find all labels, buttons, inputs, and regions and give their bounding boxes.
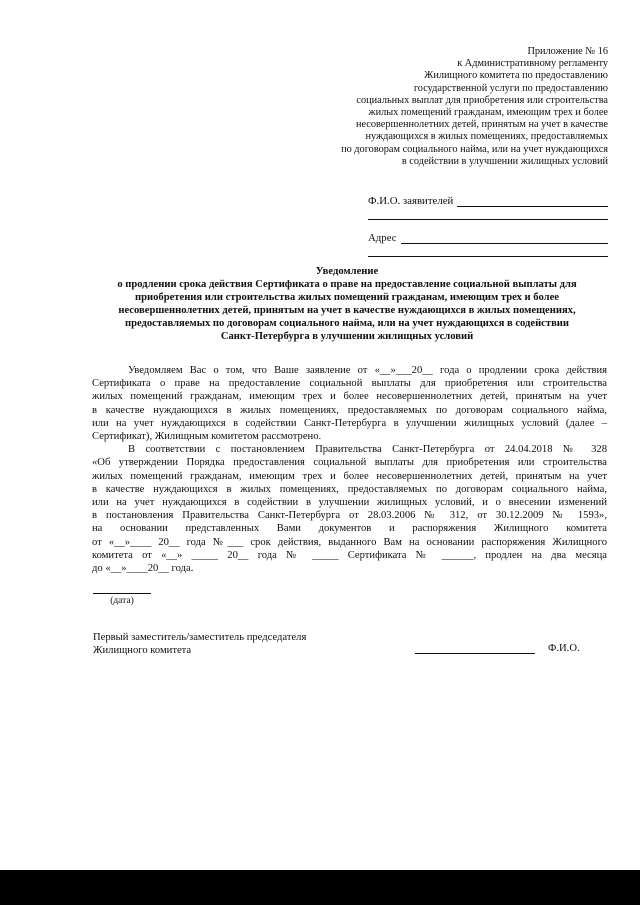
notice-heading: Уведомление: [315, 266, 379, 277]
header-line: к Административному регламенту: [457, 58, 608, 70]
header-line: в содействии в улучшении жилищных условий: [401, 155, 608, 167]
address-label: Адрес: [368, 232, 397, 244]
body-line: Сертификата о праве на предоставление социальной выплаты для приобретения или строительства: [92, 378, 607, 390]
header-line: нуждающихся в жилых помещениях, предоставляемых: [365, 131, 608, 143]
body-line: жилых помещений гражданам, имеющим трех и более несовершеннолетних детей, принятым на учет: [92, 470, 607, 482]
signature-line: [415, 653, 535, 654]
signer-block: [93, 631, 306, 657]
notice-title: [82, 265, 612, 343]
header-line: государственной услуги по предоставлению: [413, 82, 608, 94]
header-line: Жилищного комитета по предоставлению: [424, 70, 608, 82]
body-line: «Об утверждении Порядка предоставления социальной выплаты для приобретения или строительства: [92, 457, 607, 469]
address-row: [368, 230, 608, 244]
body-line: или на учет нуждающихся в содействии в улучшении жилищных условий, и о внесении изменений: [92, 497, 607, 509]
body-line: Уведомляем Вас о том, что Ваше заявление от «__»___20__ года о продлении срока действия: [128, 365, 607, 376]
body-line: комитета от «__» _____ 20__ года № _____ Сертификата № ______, продлен на два месяца: [92, 549, 607, 561]
scan-bottom-border: [0, 870, 640, 905]
body-line: в качестве нуждающихся в жилых помещениях, предоставляемых по договорам социального найма,: [92, 483, 607, 495]
header-line: по договорам социального найма, или на учет нуждающихся: [341, 143, 608, 155]
title-line: Санкт-Петербурга в улучшении жилищных условий: [220, 331, 474, 342]
signer-organization: Жилищного комитета: [93, 645, 192, 656]
body-line: Сертификат), Жилищным комитетом рассмотрено.: [92, 431, 322, 443]
fio-field-line: [457, 195, 608, 207]
title-line: несовершеннолетних детей, принятым на учет в качестве нуждающихся в жилых помещениях,: [118, 305, 576, 316]
fio-field-line-2: [368, 209, 608, 220]
date-label: (дата): [110, 596, 134, 606]
body-line: в качестве нуждающихся в жилых помещениях, предоставляемых по договорам социального найма,: [92, 404, 607, 416]
body-line: или на учет нуждающихся в содействии Санкт-Петербурга в улучшении жилищных условий (далее –: [92, 417, 607, 429]
signer-position: Первый заместитель/заместитель председателя: [93, 632, 307, 643]
fio-label: Ф.И.О. заявителей: [368, 195, 454, 207]
notice-body: [92, 364, 607, 575]
address-field-line: [401, 232, 608, 244]
date-block: [93, 591, 151, 606]
header-line: социальных выплат для приобретения или строительства: [356, 94, 608, 106]
body-line: в постановления Правительства Санкт-Петербурга от 28.03.2006 № 312, от 30.12.2009 № 1593»,: [92, 510, 607, 522]
body-line: на основании представленных Вами документов и распоряжения Жилищного комитета: [92, 523, 607, 535]
address-field-line-2: [368, 246, 608, 257]
applicant-block: [368, 193, 608, 257]
title-line: о продлении срока действия Сертификата о праве на предоставление социальной выплаты для: [117, 279, 577, 290]
body-line: жилых помещений гражданам, имеющим трех и более несовершеннолетних детей, принятым на учет: [92, 391, 607, 403]
appendix-header: [308, 46, 608, 168]
title-line: предоставляемых по договорам социального найма, или на учет нуждающихся в содействии: [124, 318, 570, 329]
date-line: [93, 591, 151, 594]
title-line: приобретения или строительства жилых помещений гражданам, имеющим трех и более: [135, 292, 559, 303]
header-line: несовершеннолетних детей, принятым на учет в качестве: [355, 119, 608, 131]
header-line: Приложение № 16: [527, 46, 608, 57]
body-line: В соответствии с постановлением Правительства Санкт-Петербурга от 24.04.2018 № 328: [128, 444, 607, 456]
body-line: от «__»____ 20__ года №___ срок действия, выданного Вам на основании распоряжения Жилищного: [92, 536, 607, 548]
signer-fio: Ф.И.О.: [548, 643, 580, 654]
body-line: до «__»____20__ года.: [92, 563, 194, 575]
fio-row: [368, 193, 608, 207]
header-line: жилых помещений гражданам, имеющим трех и более: [368, 107, 608, 119]
